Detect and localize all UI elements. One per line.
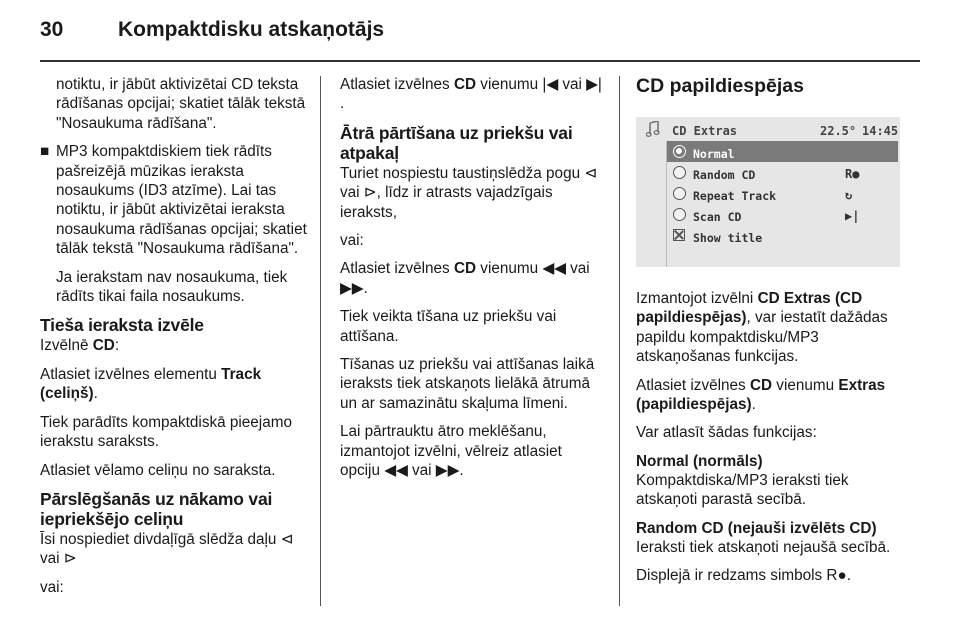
radio-icon (673, 166, 686, 179)
paragraph: Lai pārtrauktu ātro meklēšanu, izmantojot izvēlni, vēlreiz atlasiet opciju ◀◀ vai ▶▶. (340, 423, 562, 480)
menu-item-scan-cd[interactable] (667, 204, 898, 225)
status-symbol-icon: ↻ (845, 188, 853, 202)
menu-item-label: Repeat Track (693, 189, 777, 203)
menu-item-label: Show title (693, 231, 763, 245)
clock-readout: 14:45 (862, 124, 899, 138)
column-divider (320, 76, 321, 606)
paragraph: Ieraksti tiek atskaņoti nejaušā secībā. (636, 538, 891, 556)
column-divider (619, 76, 620, 606)
paragraph: vai: (40, 578, 64, 596)
section-heading: CD papildiespējas (636, 75, 804, 97)
menu-item-label: Scan CD (693, 210, 742, 224)
paragraph: Atlasiet izvēlnes CD vienumu Extras (papildiespējas). (636, 376, 886, 414)
paragraph: Atlasiet izvēlnes CD vienumu |◀ vai ▶| . (340, 76, 602, 113)
paragraph: Atlasiet izvēlnes elementu Track (celiņš). (40, 365, 262, 403)
column-3 (636, 75, 906, 594)
paragraph: Īsi nospiediet divdaļīgā slēdža daļu ⊲ vai ⊳ (40, 530, 294, 568)
page-title: Kompaktdisku atskaņotājs (118, 18, 385, 41)
section-heading: Pārslēgšanās uz nākamo vai iepriekšējo celiņu (40, 488, 273, 529)
menu-item-normal[interactable] (667, 141, 898, 162)
paragraph: Var atlasīt šādas funkcijas: (636, 424, 817, 442)
paragraph: notiktu, ir jābūt aktivizētai CD teksta rādīšanas opcijai; skatiet tālāk tekstā "Nosaukuma rādīšana". (56, 76, 306, 132)
section-heading: Tieša ieraksta izvēle (40, 315, 204, 336)
column-2 (340, 75, 602, 490)
status-symbol-icon: R● (845, 167, 860, 181)
menu-item-label: Normal (693, 147, 735, 161)
paragraph: vai: (340, 232, 364, 250)
radio-icon (673, 145, 686, 158)
music-note-icon (646, 121, 660, 137)
menu-item-show-title[interactable] (667, 225, 898, 246)
paragraph: Displejā ir redzams simbols R●. (636, 567, 851, 585)
menu-item-random-cd[interactable] (667, 162, 898, 183)
menu-item-repeat-track[interactable] (667, 183, 898, 204)
paragraph: Turiet nospiestu taustiņslēdža pogu ⊲ vai ⊳, līdz ir atrasts vajadzīgais ieraksts, (340, 164, 598, 221)
radio-icon (673, 208, 686, 221)
cd-extras-screen (636, 117, 900, 267)
paragraph: Atlasiet vēlamo celiņu no saraksta. (40, 461, 276, 479)
checkbox-icon (673, 229, 685, 241)
radio-icon (673, 187, 686, 200)
menu-list (666, 141, 898, 267)
paragraph: Tiek parādīts kompaktdiskā pieejamo ierakstu saraksts. (40, 413, 292, 451)
paragraph: Izmantojot izvēlni CD Extras (CD papildiespējas), var iestatīt dažādas papildu kompaktdisku/MP3 atskaņošanas funkcijas. (636, 290, 888, 366)
temperature-readout: 22.5° (820, 124, 857, 138)
paragraph: Tiek veikta tīšana uz priekšu vai attīšana. (340, 308, 557, 345)
item-heading: Random CD (nejauši izvēlēts CD) (636, 519, 877, 537)
screen-status-bar (636, 117, 900, 141)
bullet-item (40, 142, 308, 258)
page-number: 30 (40, 18, 64, 41)
paragraph: Izvēlnē CD: (40, 337, 120, 355)
column-1 (40, 75, 308, 606)
page-header (0, 0, 960, 62)
header-divider (40, 60, 920, 62)
paragraph: Ja ierakstam nav nosaukuma, tiek rādīts tikai faila nosaukums. (56, 268, 288, 306)
bullet-text: MP3 kompaktdiskiem tiek rādīts pašreizējā mūzikas ieraksta nosaukums (ID3 atzīme). Lai tas notiktu, ir jābūt aktivizētai ieraksta nosaukuma rādīšanas opcijai; skatiet tālāk tekstā "Nosaukuma rādīšana". (56, 143, 307, 258)
menu-item-label: Random CD (693, 168, 756, 182)
paragraph: Atlasiet izvēlnes CD vienumu ◀◀ vai ▶▶. (340, 260, 590, 297)
paragraph: Kompaktdiska/MP3 ieraksti tiek atskaņoti parastā secībā. (636, 471, 849, 509)
screen-title: CD Extras (672, 124, 738, 138)
status-symbol-icon: ▶| (845, 209, 860, 223)
bullet-mark: ■ (40, 143, 50, 161)
paragraph: Tīšanas uz priekšu vai attīšanas laikā ieraksts tiek atskaņots lielākā ātrumā un ar samazinātu skaļuma līmeni. (340, 356, 595, 412)
section-heading: Ātrā pārtīšana uz priekšu vai atpakaļ (340, 122, 573, 163)
item-heading: Normal (normāls) (636, 452, 763, 470)
